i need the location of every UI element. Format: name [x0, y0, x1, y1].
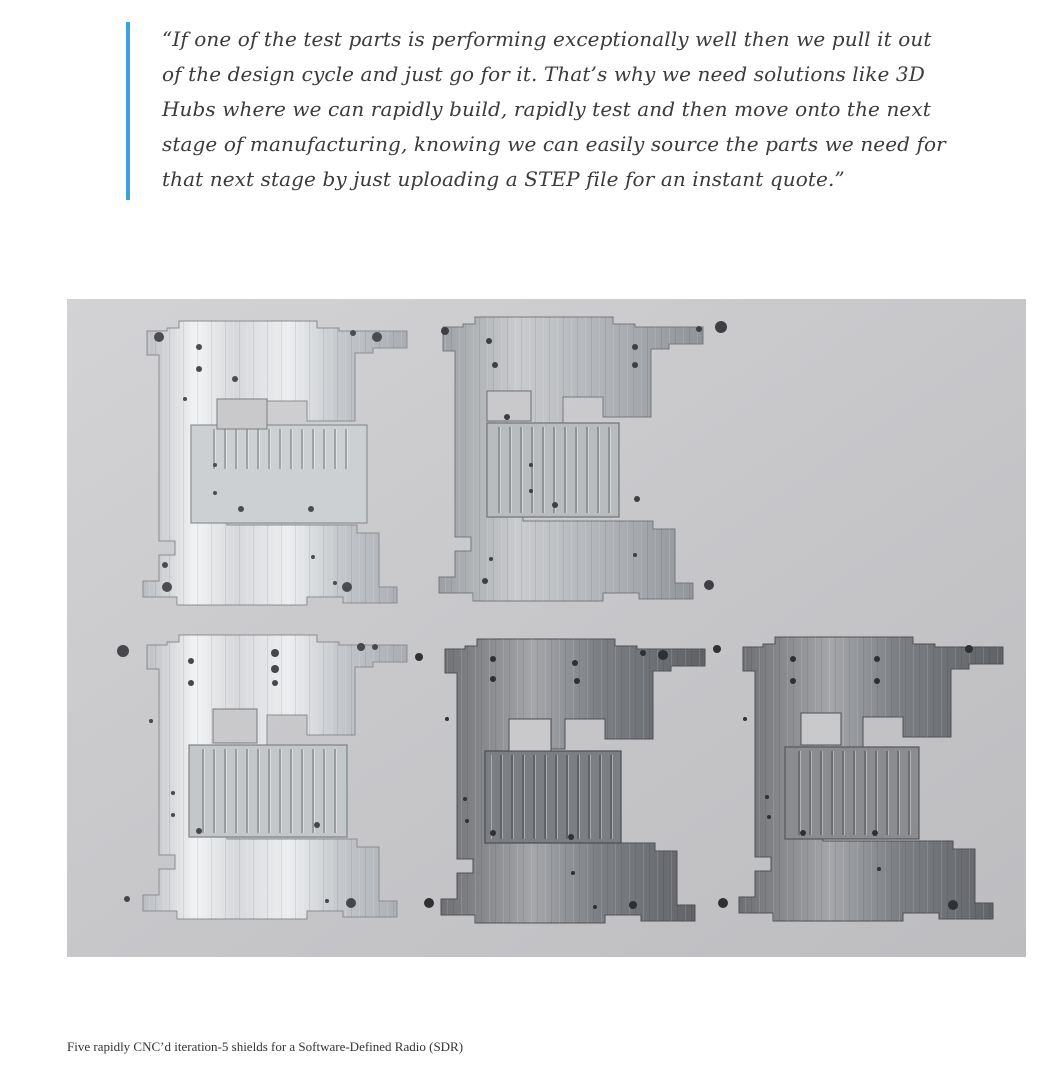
figure-caption: Five rapidly CNC’d iteration-5 shields for a Software-Defined Radio (SDR) [67, 1039, 464, 1054]
shield-photo[interactable] [67, 299, 1026, 957]
article-figure [67, 299, 1026, 957]
quote-text: “If one of the test parts is performing exceptionally well then we pull it out of the design cycle and just go for it. That’s why we need solutions like 3D Hubs where we can rapidly build, rapidly test and then move onto the next stage of manufacturing, knowing we can easily source the parts we need for that next stage by just uploading a STEP file for an instant quote.” [162, 27, 946, 191]
pull-quote [126, 22, 946, 200]
